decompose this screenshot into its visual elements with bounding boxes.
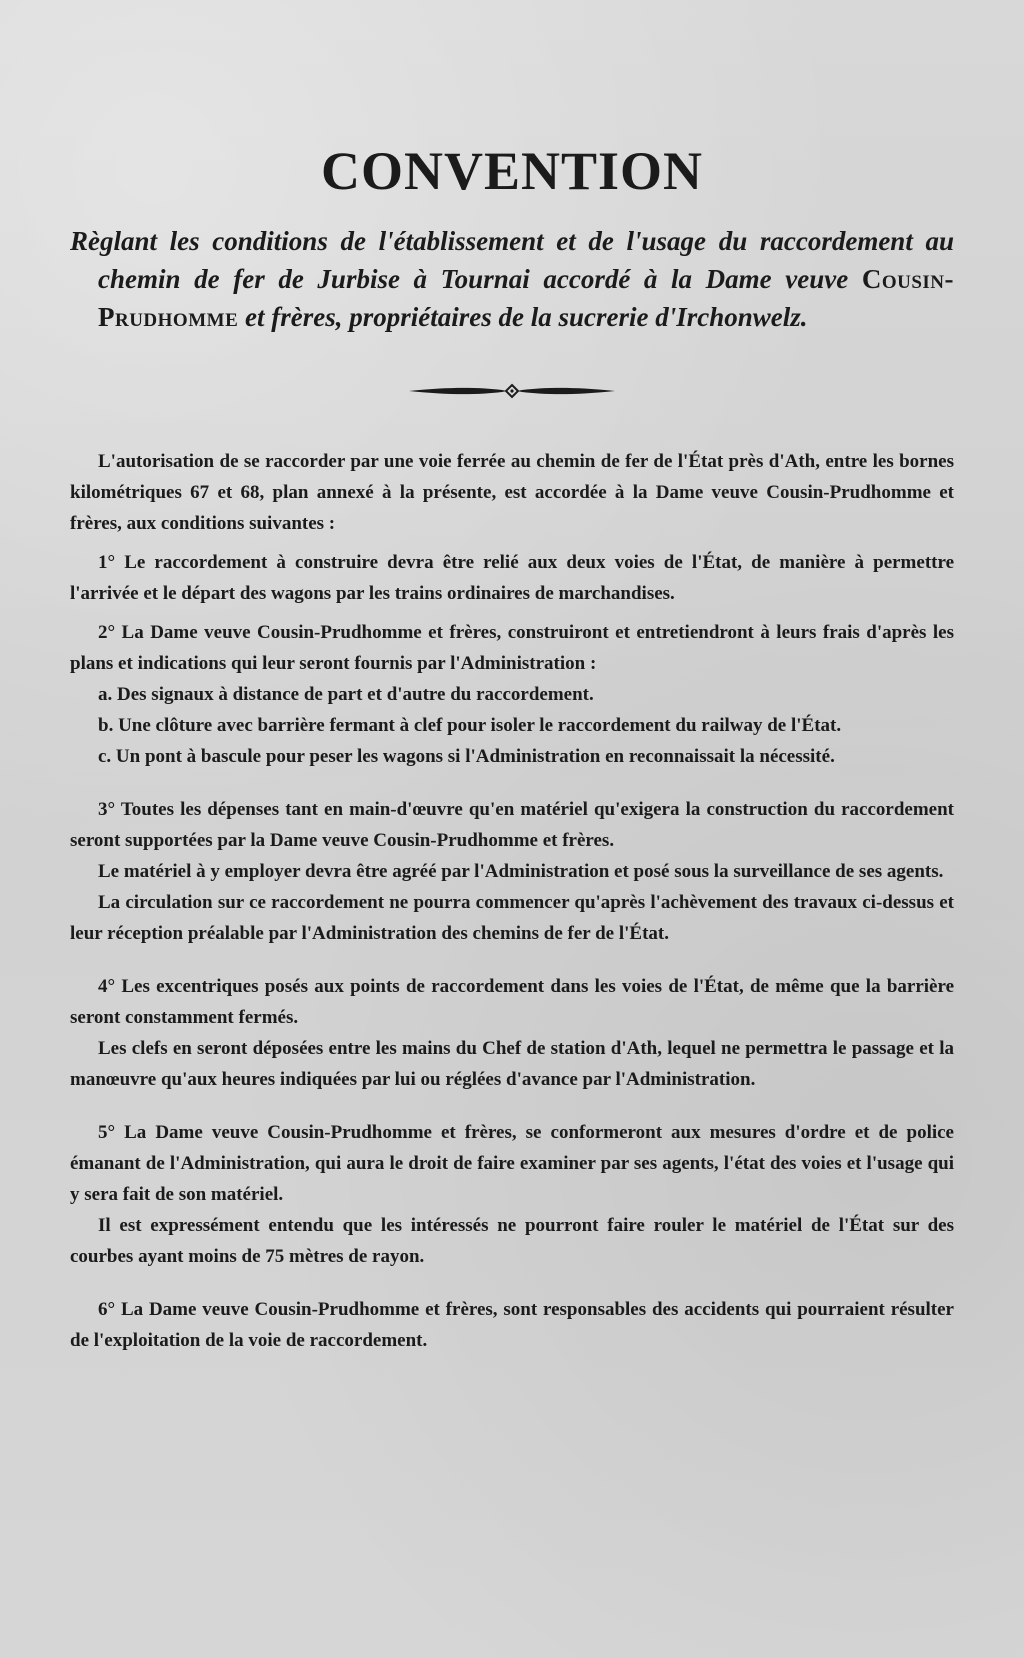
document-subtitle	[70, 222, 954, 336]
paragraph-article-2c: c. Un pont à bascule pour peser les wagons si l'Administration en reconnaissait la nécessité.	[98, 746, 835, 767]
paragraph-article-4-clefs: Les clefs en seront déposées entre les mains du Chef de station d'Ath, lequel ne permettra le passage et la manœuvre qu'aux heures indiquées par lui ou réglées d'avance par l'Administration.	[70, 1038, 954, 1090]
paragraph-article-3-circulation: La circulation sur ce raccordement ne pourra commencer qu'après l'achèvement des travaux ci-dessus et leur réception préalable par l'Administration des chemins de fer de l'État.	[70, 892, 954, 944]
document-title: CONVENTION	[320, 141, 704, 201]
paragraph-article-5: 5° La Dame veuve Cousin-Prudhomme et frères, se conformeront aux mesures d'ordre et de police émanant de l'Administration, qui aura le droit de faire examiner par ses agents, l'état des voies et l'usage qui y sera fait de son matériel.	[70, 1122, 954, 1205]
subtitle-smallcaps-name: Cousin-Prudhomme	[98, 264, 954, 332]
paragraph-article-6: 6° La Dame veuve Cousin-Prudhomme et frères, sont responsables des accidents qui pourraient résulter de l'exploitation de la voie de raccordement.	[70, 1299, 954, 1351]
paragraph-article-5-courbes: Il est expressément entendu que les intéressés ne pourront faire rouler le matériel de l'État sur des courbes ayant moins de 75 mètres de rayon.	[70, 1215, 954, 1267]
paragraph-article-1: 1° Le raccordement à construire devra être relié aux deux voies de l'État, de manière à permettre l'arrivée et le départ des wagons par les trains ordinaires de marchandises.	[70, 552, 954, 604]
paragraph-article-4: 4° Les excentriques posés aux points de raccordement dans les voies de l'État, de même que la barrière seront constamment fermés.	[70, 976, 954, 1028]
paragraph-article-2b: b. Une clôture avec barrière fermant à clef pour isoler le raccordement du railway de l'État.	[98, 715, 842, 736]
paragraph-article-2a: a. Des signaux à distance de part et d'autre du raccordement.	[98, 684, 594, 705]
paragraph-article-2: 2° La Dame veuve Cousin-Prudhomme et frères, construiront et entretiendront à leurs frais d'après les plans et indications qui leur seront fournis par l'Administration :	[70, 622, 954, 674]
subtitle-part-2: et frères, propriétaires de la sucrerie d'Irchonwelz.	[238, 302, 808, 332]
paragraph-article-3: 3° Toutes les dépenses tant en main-d'œuvre qu'en matériel qu'exigera la construction du raccordement seront supportées par la Dame veuve Cousin-Prudhomme et frères.	[70, 799, 954, 851]
document-body	[70, 446, 954, 1356]
ornament-divider-icon	[407, 381, 617, 401]
paragraph-article-3-materiel: Le matériel à y employer devra être agréé par l'Administration et posé sous la surveillance de ses agents.	[98, 861, 944, 882]
subtitle-part-1: Règlant les conditions de l'établissement et de l'usage du raccordement au chemin de fer de Jurbise à Tournai accordé à la Dame veuve	[70, 226, 954, 294]
paragraph-intro: L'autorisation de se raccorder par une voie ferrée au chemin de fer de l'État près d'Ath, entre les bornes kilométriques 67 et 68, plan annexé à la présente, est accordée à la Dame veuve Cousin-Prudhomme et frères, aux conditions suivantes :	[70, 451, 954, 534]
